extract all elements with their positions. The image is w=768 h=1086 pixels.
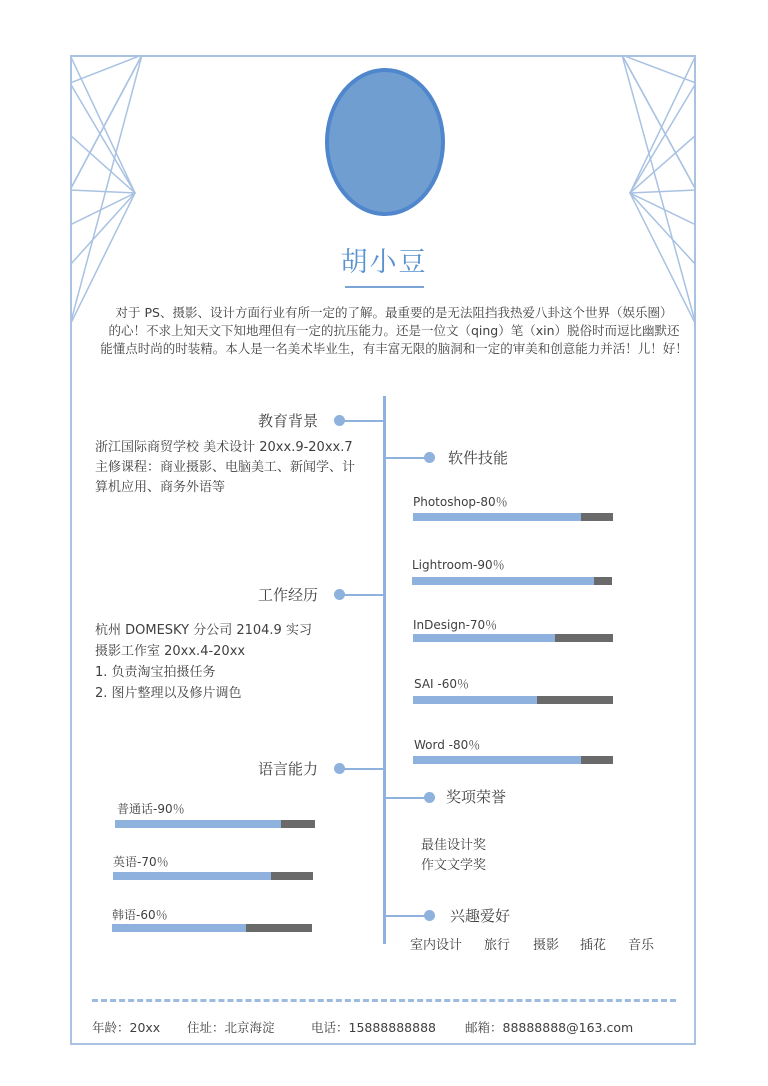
timeline-axis xyxy=(383,396,386,944)
timeline-dot xyxy=(334,589,345,600)
awards-list xyxy=(421,836,486,876)
language-bar-fill xyxy=(113,872,271,880)
language-heading: 语言能力 xyxy=(258,760,319,778)
branch-hobbies xyxy=(385,915,429,917)
education-heading: 教育背景 xyxy=(258,412,319,430)
timeline-dot xyxy=(334,415,345,426)
software-bar-fill xyxy=(412,577,594,585)
software-label: SAI -60％ xyxy=(414,677,470,691)
hobby-item: 音乐 xyxy=(628,938,655,953)
software-label: InDesign-70％ xyxy=(413,618,498,632)
software-bar xyxy=(413,696,613,704)
software-label: Photoshop-80％ xyxy=(413,495,508,509)
hobby-item: 旅行 xyxy=(484,938,511,953)
contact-age: 年龄：20xx xyxy=(92,1020,161,1035)
software-label: Lightroom-90％ xyxy=(412,558,505,572)
software-bar xyxy=(413,756,613,764)
avatar xyxy=(325,68,445,216)
work-line: 摄影工作室 20xx.4-20xx xyxy=(95,644,246,659)
timeline-dot xyxy=(334,763,345,774)
software-bar-fill xyxy=(413,756,581,764)
work-heading: 工作经历 xyxy=(258,586,319,604)
work-details xyxy=(95,620,312,704)
software-bar xyxy=(413,634,613,642)
software-bar-fill xyxy=(413,513,581,521)
contact-phone: 电话：15888888888 xyxy=(311,1020,436,1035)
software-bar xyxy=(413,513,613,521)
name-underline xyxy=(345,286,424,288)
branch-language xyxy=(340,768,384,770)
education-line: 浙江国际商贸学校 美术设计 20xx.9-20xx.7 xyxy=(95,440,353,455)
intro-line: 对于 PS、摄影、设计方面行业有所一定的了解。最重要的是无法阻挡我热爱八卦这个世界（娱乐圈） xyxy=(115,305,673,320)
geometric-decoration-left xyxy=(70,55,142,335)
work-line: 1. 负责淘宝拍摄任务 xyxy=(95,665,216,680)
hobby-item: 室内设计 xyxy=(410,938,463,953)
software-label: Word -80％ xyxy=(414,738,481,752)
language-bar xyxy=(112,924,312,932)
language-label: 普通话-90％ xyxy=(117,802,185,816)
person-name: 胡小豆 xyxy=(340,247,428,278)
award-item: 最佳设计奖 xyxy=(421,838,487,853)
language-bar xyxy=(115,820,315,828)
software-bar-fill xyxy=(413,696,537,704)
software-heading: 软件技能 xyxy=(448,449,509,467)
timeline-dot xyxy=(424,452,435,463)
awards-heading: 奖项荣誉 xyxy=(446,788,507,806)
contact-address: 住址：北京海淀 xyxy=(187,1020,275,1035)
language-label: 英语-70％ xyxy=(113,855,169,869)
branch-software xyxy=(385,457,429,459)
award-item: 作文文学奖 xyxy=(421,858,487,873)
branch-education xyxy=(340,420,384,422)
software-bar-fill xyxy=(413,634,555,642)
work-line: 2. 图片整理以及修片调色 xyxy=(95,686,242,701)
education-line: 主修课程：商业摄影、电脑美工、新闻学、计 xyxy=(95,460,356,475)
branch-work xyxy=(340,594,384,596)
intro-line: 的心！不求上知天文下知地理但有一定的抗压能力。还是一位文（qing）笔（xin）脱俗时而逗比幽默还 xyxy=(108,323,680,338)
intro-paragraph xyxy=(84,304,704,358)
language-bar-fill xyxy=(115,820,281,828)
hobby-item: 摄影 xyxy=(533,938,560,953)
hobbies-heading: 兴趣爱好 xyxy=(450,907,511,925)
work-line: 杭州 DOMESKY 分公司 2104.9 实习 xyxy=(95,623,312,638)
timeline-dot xyxy=(424,792,435,803)
language-bar xyxy=(113,872,313,880)
geometric-decoration-right xyxy=(622,55,696,335)
education-line: 算机应用、商务外语等 xyxy=(95,480,226,495)
software-bar xyxy=(412,577,612,585)
footer-divider xyxy=(92,999,676,1002)
branch-awards xyxy=(385,797,429,799)
intro-line: 能懂点时尚的时装精。本人是一名美术毕业生，有丰富无限的脑洞和一定的审美和创意能力并活！儿！好！ xyxy=(100,341,688,356)
timeline-dot xyxy=(424,910,435,921)
contact-email: 邮箱：88888888@163.com xyxy=(465,1020,634,1035)
language-label: 韩语-60％ xyxy=(112,908,168,922)
language-bar-fill xyxy=(112,924,246,932)
education-details xyxy=(95,438,355,498)
hobby-item: 插花 xyxy=(580,938,607,953)
